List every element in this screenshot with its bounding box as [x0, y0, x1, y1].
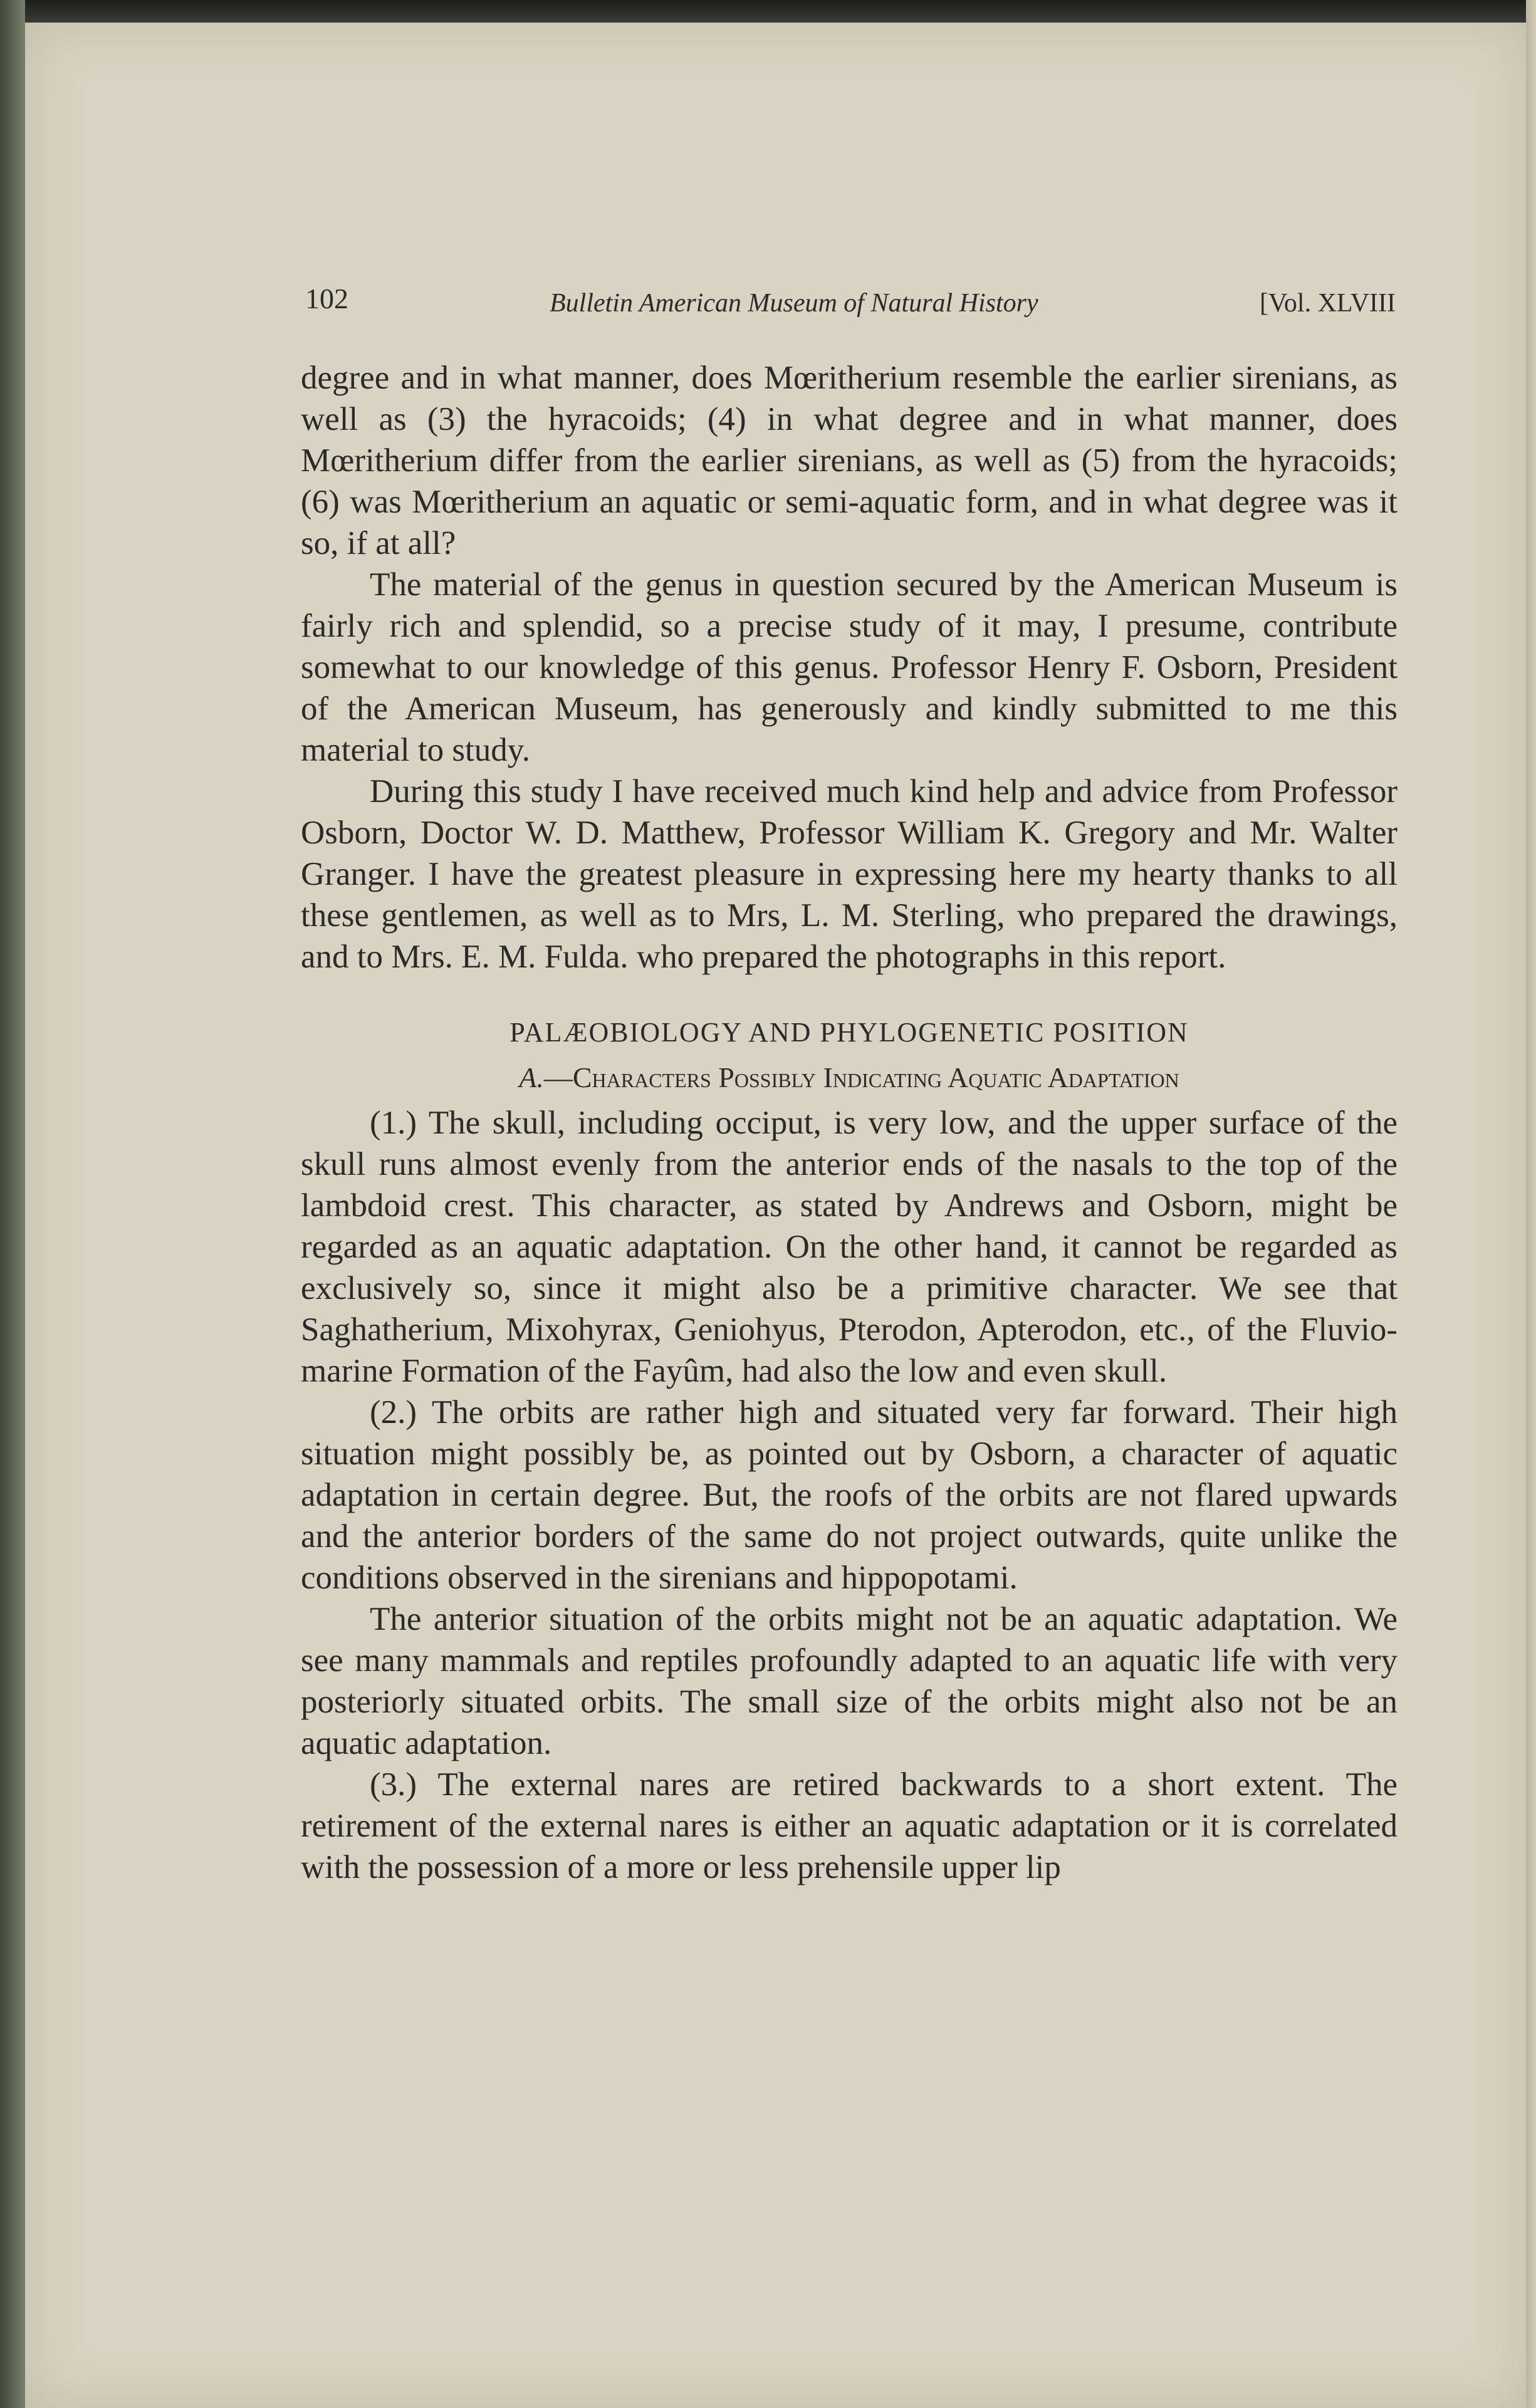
subsection-title: —Characters Possibly Indicating Aquatic Adaptation — [543, 1061, 1179, 1093]
paragraph-acknowledgements: During this study I have received much kind help and advice from Professor Osborn, Doctor W. D. Matthew, Professor William K. Gregory and Mr. Walter Granger. I have the greatest pleasure in expressing here my hearty thanks to all these gentlemen, as well as to Mrs, L. M. Sterling, who prepared the drawings, and to Mrs. E. M. Fulda. who prepared the photographs in this report. — [301, 773, 1398, 975]
paragraph-continued: degree and in what manner, does Mœritherium resemble the earlier sirenians, as well as (3) the hyracoids; (4) in what degree and in what manner, does Mœritherium differ from the earlier sirenians, as well as (5) from the hyracoids; (6) was Mœritherium an aquatic or semi-aquatic form, and in what degree was it so, if at all? — [301, 360, 1398, 561]
section-heading: PALÆOBIOLOGY AND PHYLOGENETIC POSITION — [509, 1017, 1189, 1048]
paragraph-material: The material of the genus in question secured by the American Museum is fairly rich and splendid, so a precise study of it may, I presume, contribute somewhat to our knowledge of this genus. Professor Henry F. Osborn, President of the American Museum, has generously and kindly submitted to me this material to study. — [301, 566, 1398, 768]
page-body — [301, 357, 1398, 1888]
paragraph-point-3: (3.) The external nares are retired backwards to a short extent. The retirement of the external nares is either an aquatic adaptation or it is correlated with the possession of a more or less prehensile upper lip — [301, 1766, 1398, 1885]
running-header — [305, 282, 1396, 320]
scan-binding-edge — [0, 0, 25, 2408]
paragraph-point-2: (2.) The orbits are rather high and situated very far forward. Their high situation might possibly be, as pointed out by Osborn, a character of aquatic adaptation in certain degree. But, the roofs of the orbits are not flared upwards and the anterior borders of the same do not project outwards, quite unlike the conditions observed in the sirenians and hippopotami. — [301, 1394, 1398, 1596]
paragraph-orbits: The anterior situation of the orbits might not be an aquatic adaptation. We see many mammals and reptiles profoundly adapted to an aquatic life with very posteriorly situated orbits. The small size of the orbits might also not be an aquatic adaptation. — [301, 1601, 1398, 1761]
subsection-letter: A. — [519, 1061, 544, 1093]
page-number: 102 — [305, 283, 348, 315]
scan-right-edge — [1526, 0, 1536, 2408]
running-title: Bulletin American Museum of Natural History — [550, 289, 1038, 318]
scan-top-edge — [0, 0, 1536, 25]
volume-label: [Vol. XLVIII — [1260, 289, 1396, 318]
subsection-heading — [301, 1057, 1398, 1098]
paragraph-point-1: (1.) The skull, including occiput, is very low, and the upper surface of the skull runs almost evenly from the anterior ends of the nasals to the top of the lambdoid crest. This character, as stated by Andrews and Osborn, might be regarded as an aquatic adaptation. On the other hand, it cannot be regarded as exclusively so, since it might also be a primitive character. We see that Saghatherium, Mixohyrax, Geniohyus, Pterodon, Apterodon, etc., of the Fluvio-marine Formation of the Fayûm, had also the low and even skull. — [301, 1105, 1398, 1389]
